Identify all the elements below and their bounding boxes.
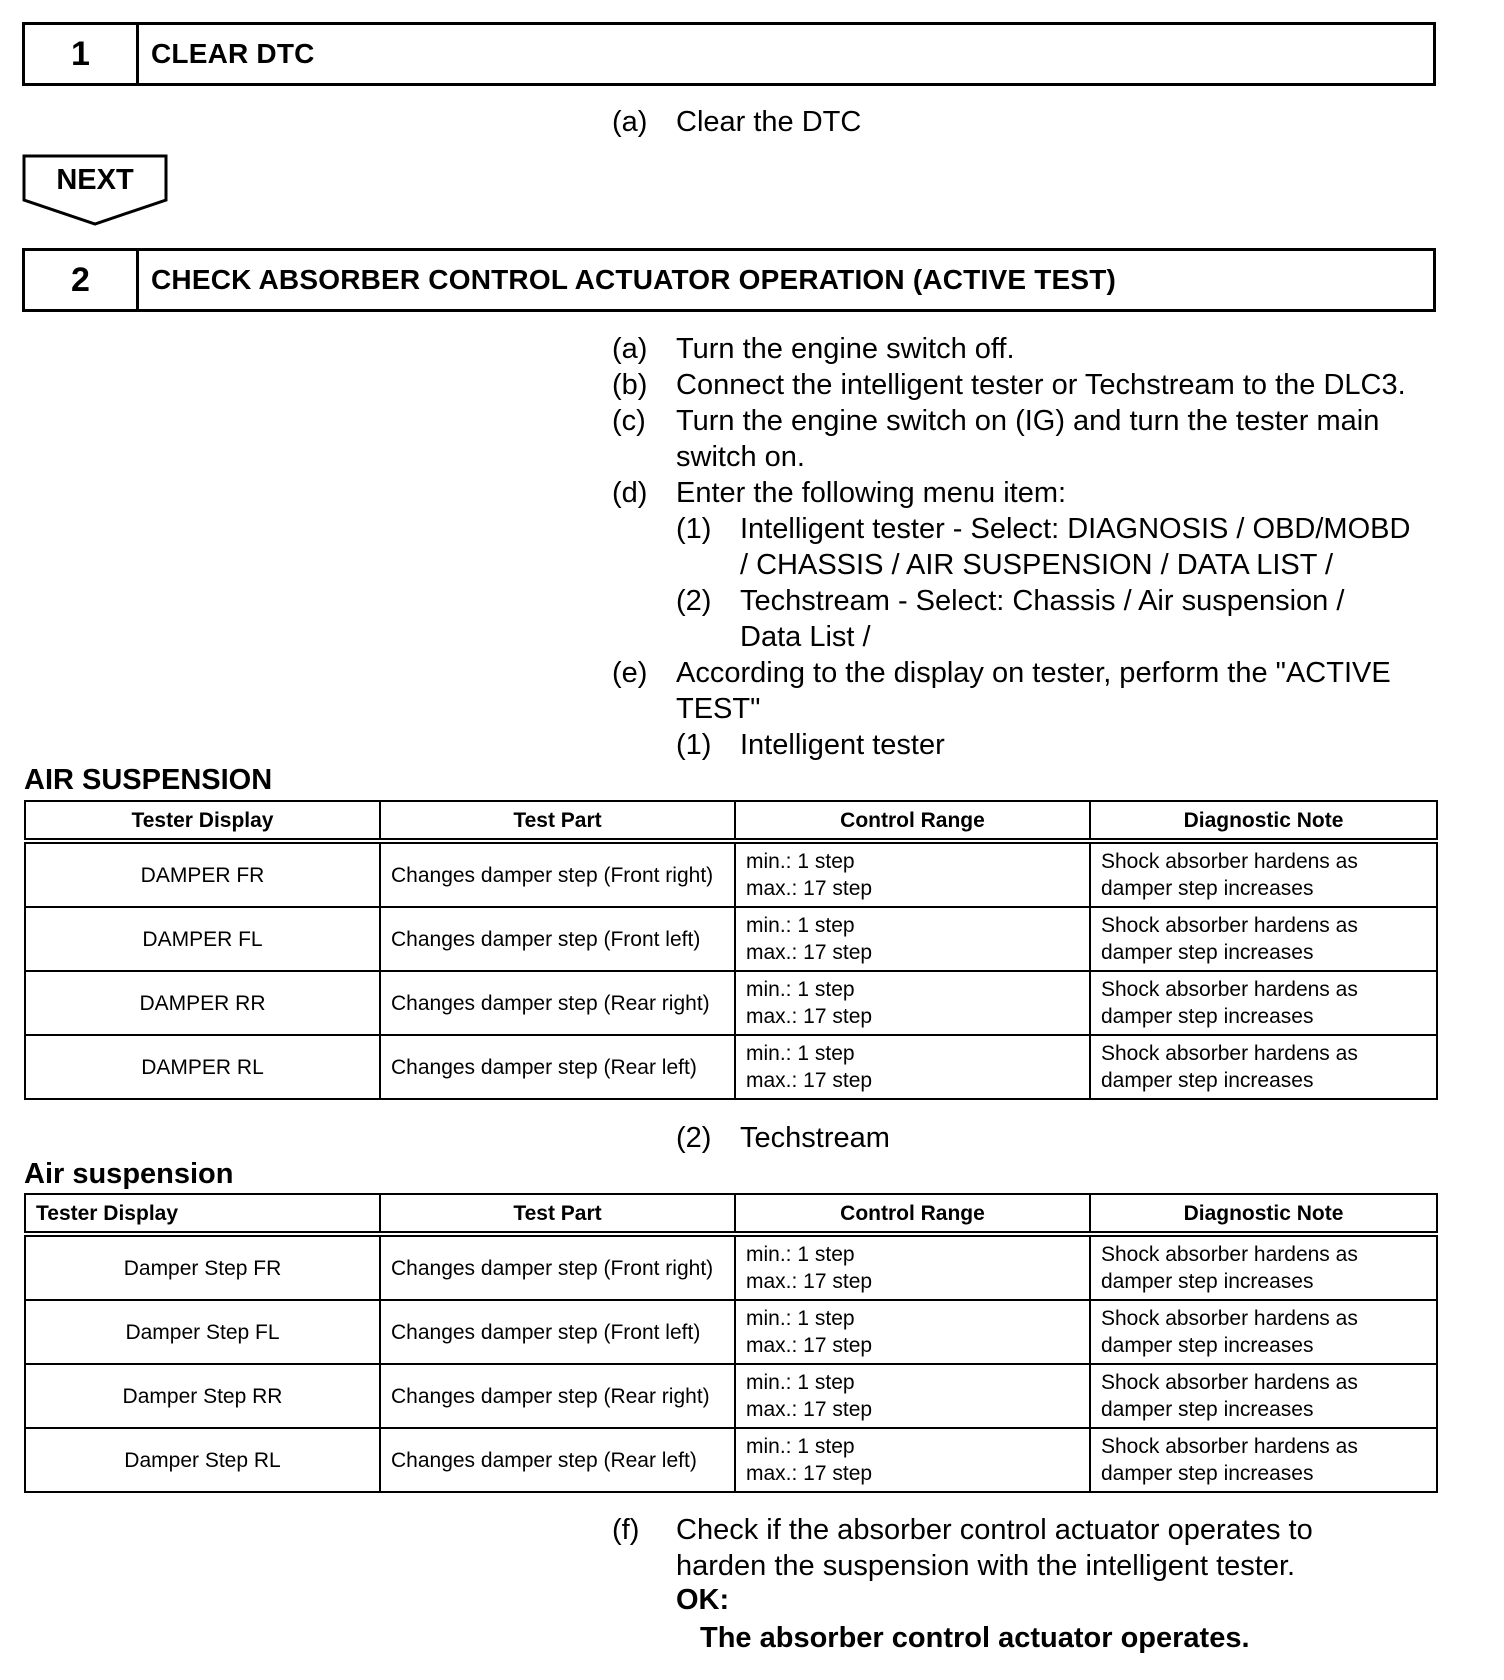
range-max: max.: 17 step — [746, 1270, 873, 1293]
step-2-e-text-1: According to the display on tester, perform the "ACTIVE — [676, 657, 1391, 689]
tester-display-cell: DAMPER RL — [25, 1035, 380, 1099]
tester-display-cell: DAMPER FR — [25, 841, 380, 907]
step-2-e2-label: (2) — [676, 1122, 712, 1154]
control-range-cell — [735, 1234, 1090, 1300]
table-2-title: Air suspension — [24, 1158, 234, 1190]
control-range-cell — [735, 1300, 1090, 1364]
tester-display-cell: DAMPER RR — [25, 971, 380, 1035]
step-2-d2-text-2: Data List / — [740, 621, 871, 653]
step-2-e-text-2: TEST" — [676, 693, 761, 725]
table-header-row — [25, 1194, 1437, 1234]
step-2-header — [22, 248, 1436, 312]
step-2-d-text: Enter the following menu item: — [676, 477, 1067, 509]
table-row — [25, 1364, 1437, 1428]
step-2-c-text-1: Turn the engine switch on (IG) and turn the tester main — [676, 405, 1380, 437]
step-2-b-label: (b) — [612, 369, 648, 401]
column-header: Diagnostic Note — [1090, 801, 1437, 841]
table-row — [25, 1234, 1437, 1300]
column-header: Tester Display — [25, 801, 380, 841]
diagnostic-note-cell: Shock absorber hardens as damper step increases — [1090, 971, 1437, 1035]
step-2-f-text-1: Check if the absorber control actuator operates to — [676, 1514, 1313, 1546]
range-max: max.: 17 step — [746, 1069, 873, 1092]
range-min: min.: 1 step — [746, 1371, 855, 1394]
test-part-cell: Changes damper step (Front right) — [380, 841, 735, 907]
range-max: max.: 17 step — [746, 1462, 873, 1485]
table-row — [25, 1428, 1437, 1492]
tester-display-cell: DAMPER FL — [25, 907, 380, 971]
diagnostic-note-cell: Shock absorber hardens as damper step increases — [1090, 907, 1437, 971]
test-part-cell: Changes damper step (Rear right) — [380, 1364, 735, 1428]
step-2-e1-label: (1) — [676, 729, 712, 761]
ok-label: OK: — [676, 1584, 730, 1616]
range-min: min.: 1 step — [746, 1307, 855, 1330]
range-max: max.: 17 step — [746, 1005, 873, 1028]
table-row — [25, 1035, 1437, 1099]
air-suspension-table — [24, 800, 1438, 1100]
table-row — [25, 971, 1437, 1035]
diagnostic-note-cell: Shock absorber hardens as damper step increases — [1090, 841, 1437, 907]
step-2-d1-text-2: / CHASSIS / AIR SUSPENSION / DATA LIST / — [740, 549, 1334, 581]
next-label: NEXT — [56, 164, 134, 196]
column-header: Control Range — [735, 801, 1090, 841]
step-2-f-text-2: harden the suspension with the intelligent tester. — [676, 1550, 1296, 1582]
table-row — [25, 841, 1437, 907]
range-min: min.: 1 step — [746, 1042, 855, 1065]
table-header-row — [25, 801, 1437, 841]
tester-display-cell: Damper Step RL — [25, 1428, 380, 1492]
diagnostic-note-cell: Shock absorber hardens as damper step increases — [1090, 1234, 1437, 1300]
range-min: min.: 1 step — [746, 1243, 855, 1266]
test-part-cell: Changes damper step (Rear left) — [380, 1035, 735, 1099]
step-title: CHECK ABSORBER CONTROL ACTUATOR OPERATION (ACTIVE TEST) — [151, 264, 1117, 295]
table-row — [25, 907, 1437, 971]
range-min: min.: 1 step — [746, 850, 855, 873]
step-2-c-text-2: switch on. — [676, 441, 805, 473]
column-header: Tester Display — [25, 1194, 380, 1234]
table-1-title: AIR SUSPENSION — [24, 764, 273, 796]
step-1-header — [22, 22, 1436, 86]
step-2-e2-text: Techstream — [740, 1122, 890, 1154]
test-part-cell: Changes damper step (Front left) — [380, 907, 735, 971]
step-2-c-label: (c) — [612, 405, 646, 437]
step-2-e1-text: Intelligent tester — [740, 729, 945, 761]
step-2-d2-text-1: Techstream - Select: Chassis / Air suspension / — [740, 585, 1345, 617]
step-2-e-label: (e) — [612, 657, 648, 689]
step-2-d1-text-1: Intelligent tester - Select: DIAGNOSIS / OBD/MOBD — [740, 513, 1411, 545]
control-range-cell — [735, 907, 1090, 971]
step-title: CLEAR DTC — [151, 38, 315, 69]
control-range-cell — [735, 971, 1090, 1035]
step-2-a-text: Turn the engine switch off. — [676, 333, 1015, 365]
tester-display-cell: Damper Step FR — [25, 1234, 380, 1300]
column-header: Test Part — [380, 801, 735, 841]
step-2-a-label: (a) — [612, 333, 648, 365]
step-1-a-text: Clear the DTC — [676, 106, 862, 138]
diagnostic-note-cell: Shock absorber hardens as damper step increases — [1090, 1364, 1437, 1428]
range-max: max.: 17 step — [746, 1334, 873, 1357]
column-header: Test Part — [380, 1194, 735, 1234]
range-min: min.: 1 step — [746, 914, 855, 937]
step-1-a-label: (a) — [612, 106, 648, 138]
test-part-cell: Changes damper step (Front left) — [380, 1300, 735, 1364]
step-2-f-label: (f) — [612, 1514, 640, 1546]
diagnostic-note-cell: Shock absorber hardens as damper step increases — [1090, 1428, 1437, 1492]
column-header: Diagnostic Note — [1090, 1194, 1437, 1234]
diagnostic-note-cell: Shock absorber hardens as damper step increases — [1090, 1300, 1437, 1364]
control-range-cell — [735, 1428, 1090, 1492]
step-number: 1 — [25, 25, 139, 83]
step-2-d1-label: (1) — [676, 513, 712, 545]
step-2-b-text: Connect the intelligent tester or Techstream to the DLC3. — [676, 369, 1406, 401]
range-max: max.: 17 step — [746, 1398, 873, 1421]
ok-result-text: The absorber control actuator operates. — [700, 1622, 1250, 1654]
range-min: min.: 1 step — [746, 978, 855, 1001]
range-max: max.: 17 step — [746, 877, 873, 900]
range-max: max.: 17 step — [746, 941, 873, 964]
techstream-air-suspension-table — [24, 1193, 1438, 1493]
step-2-d-label: (d) — [612, 477, 648, 509]
diagnostic-note-cell: Shock absorber hardens as damper step increases — [1090, 1035, 1437, 1099]
table-row — [25, 1300, 1437, 1364]
step-2-d2-label: (2) — [676, 585, 712, 617]
tester-display-cell: Damper Step FL — [25, 1300, 380, 1364]
step-number: 2 — [25, 251, 139, 309]
test-part-cell: Changes damper step (Rear left) — [380, 1428, 735, 1492]
range-min: min.: 1 step — [746, 1435, 855, 1458]
column-header: Control Range — [735, 1194, 1090, 1234]
next-arrow — [22, 154, 170, 226]
test-part-cell: Changes damper step (Front right) — [380, 1234, 735, 1300]
test-part-cell: Changes damper step (Rear right) — [380, 971, 735, 1035]
control-range-cell — [735, 1035, 1090, 1099]
control-range-cell — [735, 841, 1090, 907]
control-range-cell — [735, 1364, 1090, 1428]
tester-display-cell: Damper Step RR — [25, 1364, 380, 1428]
